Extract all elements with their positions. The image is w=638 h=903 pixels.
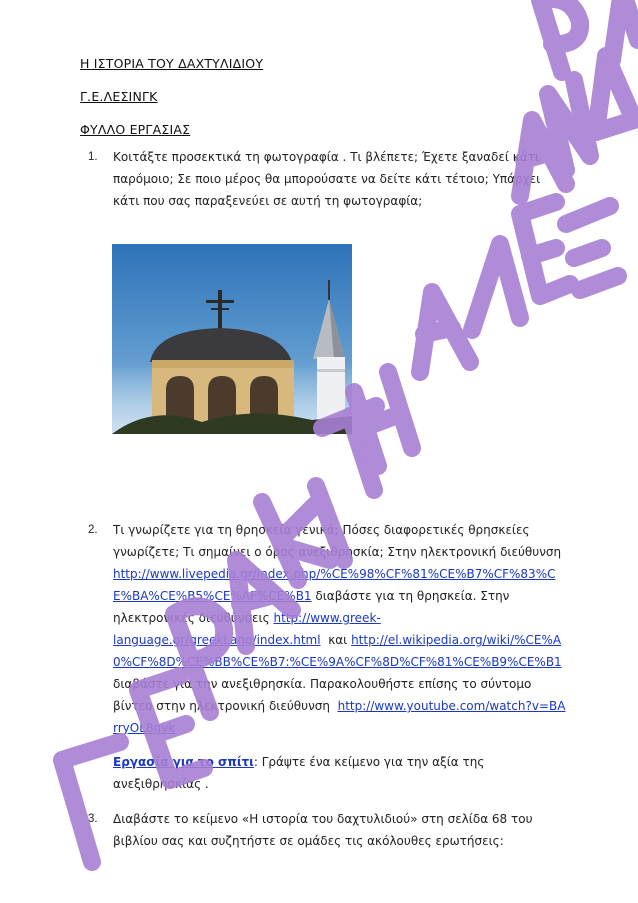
homework-text: : Γράψτε ένα κείμενο για την αξία της ανεξιθρησκίας .	[113, 755, 485, 791]
list-item-2	[88, 519, 568, 795]
worksheet-heading: ΦΥΛΛΟ ΕΡΓΑΣΙΑΣ	[80, 122, 191, 137]
item-text: Κοιτάξτε προσεκτικά τη φωτογραφία . Τι βλέπετε; Έχετε ξαναδεί κάτι παρόμοιο; Σε ποιο μέρος θα μπορούσατε να δείτε κάτι τέτοιο; Υπάρχει κάτι που σας παραξενεύει σε αυτή τη φωτογραφία;	[113, 150, 541, 208]
list-item-1	[88, 146, 568, 212]
livepedia-link[interactable]: http://www.livepedia.gr/index.php/%CE%98%CF%81%CE%B7%CF%83%CE%BA%CE%B5%CE%AF%CE%B1	[113, 567, 556, 603]
item-number: 1.	[88, 151, 98, 163]
homework-paragraph	[113, 751, 568, 795]
item-number: 3.	[88, 813, 98, 825]
item-number: 2.	[88, 524, 98, 536]
youtube-link[interactable]: http://www.youtube.com/watch?v=BArryOL8gvk	[113, 699, 566, 735]
item-2-intro: Τι γνωρίζετε για τη θρησκεία γενικά; Πόσες διαφορετικές θρησκείες γνωρίζετε; Τι σημαίνει ο όρος ανεξιθρησκία; Στην ηλεκτρονική διεύθυνση	[113, 523, 562, 559]
document-title: Η ΙΣΤΟΡΙΑ ΤΟΥ ΔΑΧΤΥΛΙΔΙΟΥ	[80, 56, 264, 71]
wikipedia-link[interactable]: http://el.wikipedia.org/wiki/%CE%A0%CF%8D%CE%BB%CE%B7:%CE%9A%CF%8D%CF%81%CE%B9%CE%B1	[113, 633, 562, 669]
church-dome-minaret-photo-icon	[112, 244, 352, 434]
greek-language-link[interactable]: http://www.greek-language.gr/greekLang/index.html	[113, 611, 381, 647]
item-2-text-after-link1: διαβάστε για τη θρησκεία. Στην ηλεκτρονικές διευθύνσεις	[113, 589, 510, 625]
item-2-conjunction: και	[320, 633, 352, 647]
church-photo	[112, 244, 352, 434]
item-text: Διαβάστε το κείμενο «Η ιστορία του δαχτυλιδιού» στη σελίδα 68 του βιβλίου σας και συζητήστε σε ομάδες τις ακόλουθες ερωτήσεις:	[113, 812, 533, 848]
list-item-3	[88, 808, 568, 852]
homework-label: Εργασία για το σπίτι	[113, 755, 254, 769]
item-2-text-after-link3: διαβάστε για την ανεξιθρησκία. Παρακολουθήστε επίσης το σύντομο βίντεο στην ηλεκτρονική διεύθυνση	[113, 655, 566, 713]
item-text	[113, 519, 568, 795]
author-name: Γ.Ε.ΛΕΣΙΝΓΚ	[80, 89, 158, 104]
